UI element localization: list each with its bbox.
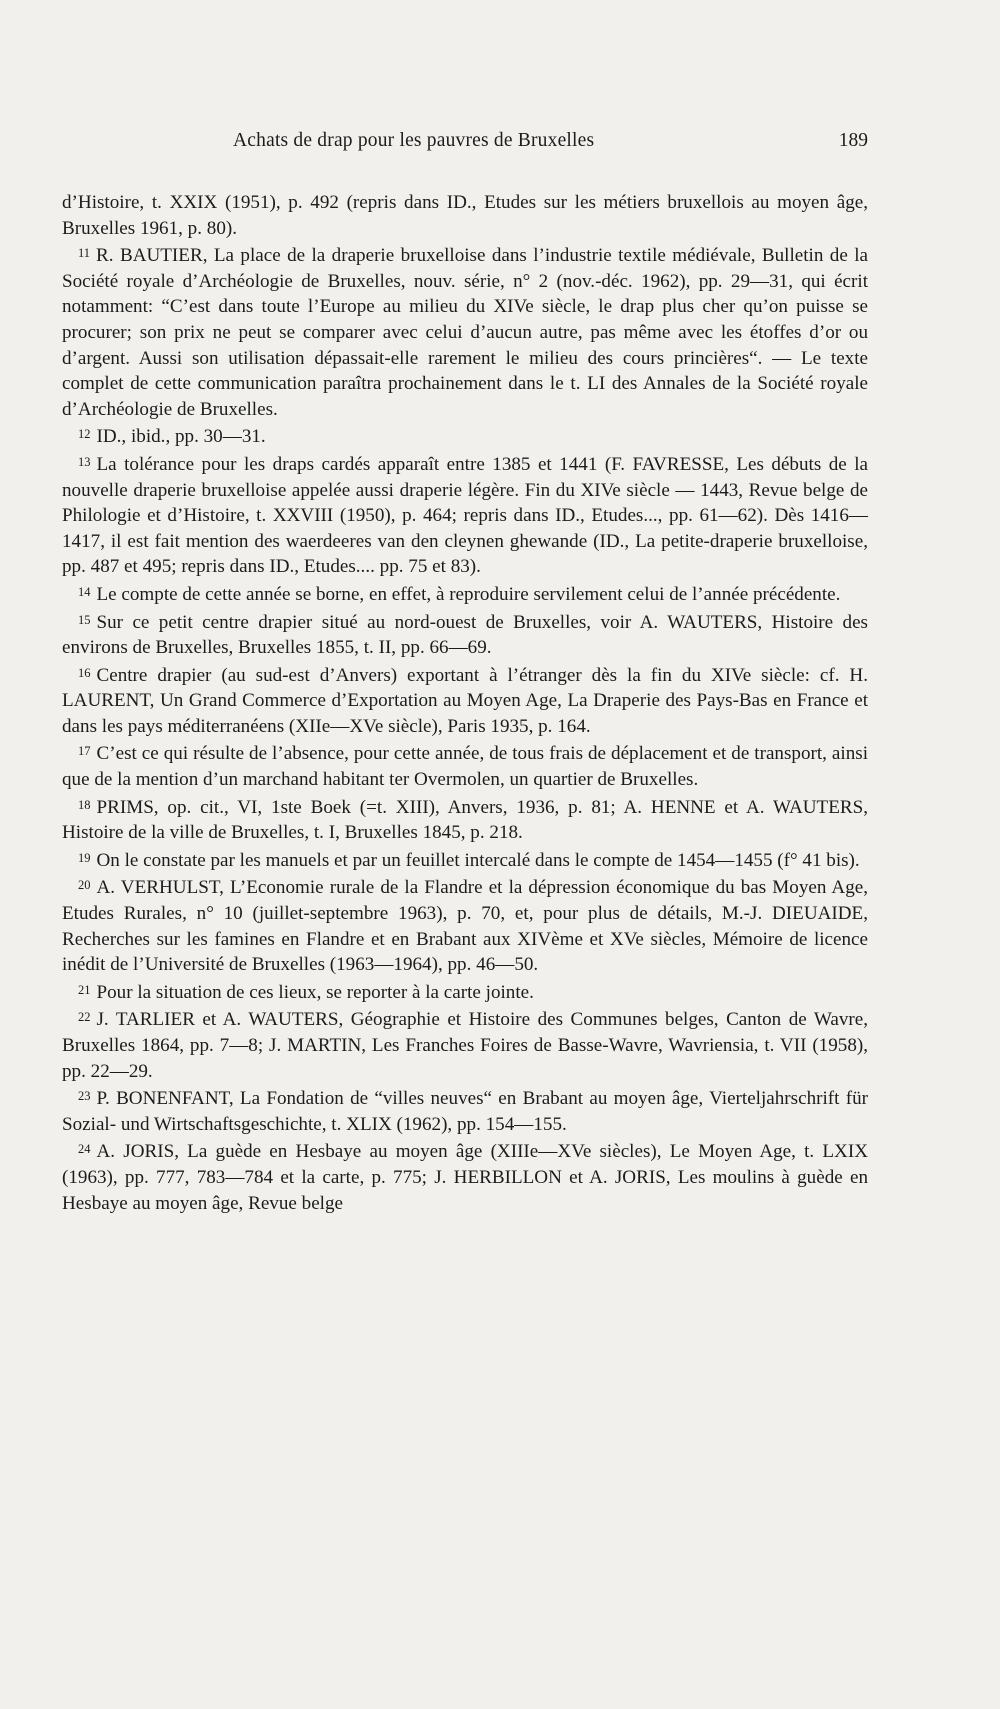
footnote-text: PRIMS, op. cit., VI, 1ste Boek (=t. XIII), Anvers, 1936, p. 81; A. HENNE et A. WAUTERS, Histoire de la ville de Bruxelles, t. I, Bruxelles 1845, p. 218. <box>62 796 868 844</box>
footnote-15 <box>62 608 868 661</box>
footnote-number: 12 <box>78 427 91 442</box>
footnote-text: P. BONENFANT, La Fondation de “villes neuves“ en Brabant au moyen âge, Vierteljahrschrift für Sozial- und Wirtschaftsgeschichte, t. XLIX (1962), pp. 154—155. <box>62 1088 868 1135</box>
footnote-number: 22 <box>78 1010 91 1025</box>
footnote-22 <box>62 1005 868 1084</box>
continued-footnote: d’Histoire, t. XXIX (1951), p. 492 (repris dans ID., Etudes sur les métiers bruxellois au moyen âge, Bruxelles 1961, p. 80). <box>62 192 868 239</box>
footnote-number: 16 <box>78 665 91 680</box>
footnote-number: 17 <box>78 744 91 759</box>
footnote-23 <box>62 1084 868 1137</box>
footnote-text: On le constate par les manuels et par un feuillet intercalé dans le compte de 1454—1455 (f° 41 bis). <box>96 849 860 871</box>
footnote-13 <box>62 450 868 580</box>
footnotes-body <box>62 190 868 1216</box>
footnote-18 <box>62 793 868 846</box>
footnote-14 <box>62 580 868 608</box>
footnote-20 <box>62 873 868 977</box>
footnote-number: 14 <box>78 584 91 599</box>
footnote-number: 11 <box>78 246 91 261</box>
footnote-text: C’est ce qui résulte de l’absence, pour cette année, de tous frais de déplacement et de transport, ainsi que de la mention d’un marchand habitant ter Overmolen, un quartier de Bruxelles. <box>62 743 868 791</box>
footnote-number: 13 <box>78 454 91 469</box>
footnote-text: Pour la situation de ces lieux, se reporter à la carte jointe. <box>96 981 534 1003</box>
footnote-16 <box>62 661 868 740</box>
footnote-17 <box>62 739 868 792</box>
footnote-text: J. TARLIER et A. WAUTERS, Géographie et Histoire des Communes belges, Canton de Wavre, Bruxelles 1864, pp. 7—8; J. MARTIN, Les Franches Foires de Basse-Wavre, Wavriensia, t. VII (1958), pp. 22—29. <box>62 1009 868 1082</box>
footnote-list <box>62 241 868 1216</box>
footnote-19 <box>62 846 868 874</box>
footnote-text: Sur ce petit centre drapier situé au nord-ouest de Bruxelles, voir A. WAUTERS, Histoire des environs de Bruxelles, Bruxelles 1855, t. II, pp. 66—69. <box>62 611 868 659</box>
footnote-24 <box>62 1137 868 1216</box>
footnote-text: R. BAUTIER, La place de la draperie bruxelloise dans l’industrie textile médiévale, Bulletin de la Société royale d’Archéologie de Bruxelles, nouv. série, n° 2 (nov.-déc. 1962), pp. 29—31, qui écrit notamment: “C’est dans toute l’Europe au milieu du XIVe siècle, le drap plus cher qu’on puisse se procurer; son prix ne peut se comparer avec celui d’aucun autre, pas même avec les étoffes d’or ou d’argent. Aussi son utilisation dépassait-elle rarement le milieu des cours princières“. — Le texte complet de cette communication paraîtra prochainement dans le t. LI des Annales de la Société royale d’Archéologie de Bruxelles. <box>62 245 868 420</box>
footnote-21 <box>62 978 868 1006</box>
footnote-text: La tolérance pour les draps cardés apparaît entre 1385 et 1441 (F. FAVRESSE, Les débuts de la nouvelle draperie bruxelloise appelée aussi draperie légère. Fin du XIVe siècle — 1443, Revue belge de Philologie et d’Histoire, t. XXVIII (1950), p. 464; repris dans ID., Etudes..., pp. 61—62). Dès 1416—1417, il est fait mention des waerdeeres van den cleynen ghewande (ID., La petite-draperie bruxelloise, pp. 487 et 495; repris dans ID., Etudes.... pp. 75 et 83). <box>62 453 868 578</box>
page-number: 189 <box>838 130 868 151</box>
footnote-text: A. JORIS, La guède en Hesbaye au moyen âge (XIIIe—XVe siècles), Le Moyen Age, t. LXIX (1963), pp. 777, 783—784 et la carte, p. 775; J. HERBILLON et A. JORIS, Les moulins à guède en Hesbaye au moyen âge, Revue belge <box>62 1141 868 1214</box>
footnote-12 <box>62 422 868 450</box>
footnote-text: Centre drapier (au sud-est d’Anvers) exportant à l’étranger dès la fin du XIVe siècle: cf. H. LAURENT, Un Grand Commerce d’Exportation au Moyen Age, La Draperie des Pays-Bas en France et dans les pays méditerranéens (XIIe—XVe siècle), Paris 1935, p. 164. <box>62 664 868 737</box>
footnote-number: 15 <box>78 612 91 627</box>
footnote-text: A. VERHULST, L’Economie rurale de la Flandre et la dépression économique du bas Moyen Age, Etudes Rurales, n° 10 (juillet-septembre 1963), p. 70, et, pour plus de détails, M.-J. DIEUAIDE, Recherches sur les famines en Flandre et en Brabant aux XIVème et XVe siècles, Mémoire de licence inédit de l’Université de Bruxelles (1963—1964), pp. 46—50. <box>62 877 868 976</box>
footnote-number: 23 <box>78 1089 91 1104</box>
running-title: Achats de drap pour les pauvres de Bruxelles <box>233 130 595 151</box>
footnote-number: 20 <box>78 878 91 893</box>
footnote-text: Le compte de cette année se borne, en effet, à reproduire servilement celui de l’année précédente. <box>96 583 841 605</box>
footnote-number: 24 <box>78 1142 91 1157</box>
footnote-text: ID., ibid., pp. 30—31. <box>96 426 266 448</box>
footnote-number: 19 <box>78 850 91 865</box>
footnote-number: 21 <box>78 982 91 997</box>
footnote-number: 18 <box>78 797 91 812</box>
footnote-11 <box>62 241 868 422</box>
